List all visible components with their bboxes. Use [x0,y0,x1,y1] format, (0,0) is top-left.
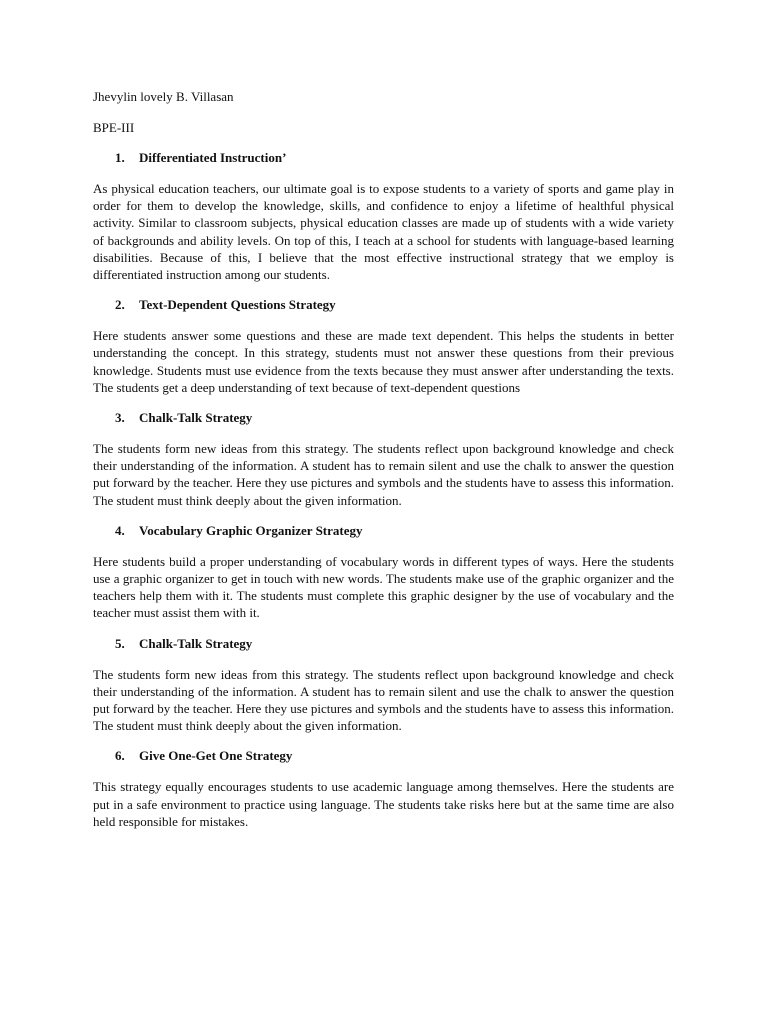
section-heading [93,635,674,653]
section-5 [93,635,674,735]
course-code: BPE-III [93,120,135,135]
section-number: 3. [115,410,125,426]
section-body: Here students answer some questions and these are made text dependent. This helps the students in better understanding the concept. In this strategy, students must not answer these questions from their previous knowledge. Students must use evidence from the texts because they must answer after understanding the texts. The students get a deep understanding of text because of text-dependent questions [93,328,674,395]
section-1 [93,149,674,283]
author-name: Jhevylin lovely B. Villasan [93,89,234,104]
section-6 [93,747,674,830]
section-body: The students form new ideas from this strategy. The students reflect upon background knowledge and check their understanding of the information. A student has to remain silent and use the chalk to answer the question put forward by the teacher. Here they use pictures and symbols and the students have to assess this information. The student must think deeply about the given information. [93,441,674,508]
section-number: 6. [115,748,125,764]
section-body: Here students build a proper understanding of vocabulary words in different types of ways. Here the students use a graphic organizer to get in touch with new words. The students make use of the graphic organizer and the teachers help them with it. The students must complete this graphic designer by the use of vocabulary and the teacher must assist them with it. [93,553,674,621]
section-body: As physical education teachers, our ultimate goal is to expose students to a variety of sports and game play in order for them to develop the knowledge, skills, and confidence to enjoy a lifetime of healthful physical activity. Similar to classroom subjects, physical education classes are made up of students with a wide variety of backgrounds and ability levels. On top of this, I teach at a school for students with language-based learning disabilities. Because of this, I believe that the most effective instructional strategy that we employ is differentiated instruction among our students. [93,181,674,283]
section-title: Chalk-Talk Strategy [139,410,253,426]
section-number: 2. [115,297,125,313]
section-title: Differentiated Instruction’ [139,150,287,165]
section-3 [93,409,674,509]
section-title: Vocabulary Graphic Organizer Strategy [139,522,363,538]
section-heading [93,149,674,167]
section-title: Give One-Get One Strategy [139,748,293,764]
section-heading [93,747,674,765]
section-heading [93,296,674,314]
section-heading [93,409,674,427]
section-title: Chalk-Talk Strategy [139,635,253,651]
section-title: Text-Dependent Questions Strategy [139,297,336,313]
section-number: 5. [115,635,125,651]
section-2 [93,296,674,396]
section-4 [93,522,674,622]
document-content [93,88,674,843]
section-number: 4. [115,522,125,538]
section-body: The students form new ideas from this strategy. The students reflect upon background knowledge and check their understanding of the information. A student has to remain silent and use the chalk to answer the question put forward by the teacher. Here they use pictures and symbols and the students have to assess this information. The student must think deeply about the given information. [93,666,674,734]
section-body: This strategy equally encourages students to use academic language among themselves. Here the students are put in a safe environment to practice using language. The students take risks here but at the same time are also held responsible for mistakes. [93,779,674,829]
section-heading [93,522,674,540]
section-number: 1. [115,150,125,165]
